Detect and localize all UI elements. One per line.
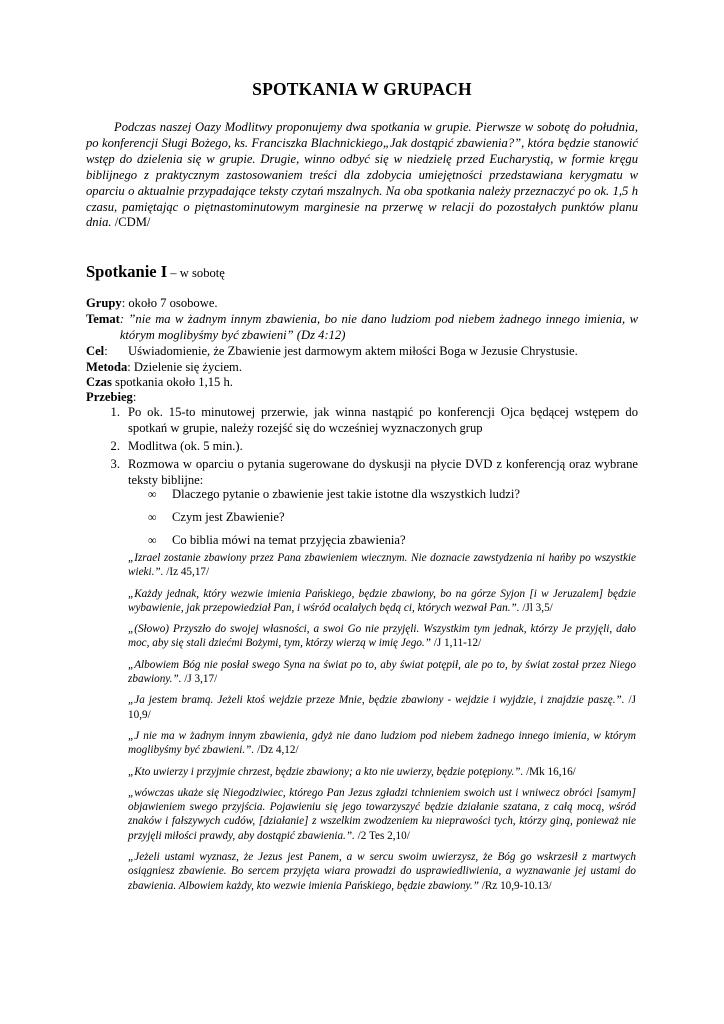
bible-quote bbox=[128, 587, 636, 616]
step-number: 1. bbox=[110, 405, 120, 419]
cel-label-wrap bbox=[86, 344, 128, 360]
quote-text: „Ja jestem bramą. Jeżeli ktoś wejdzie przeze Mnie, będzie zbawiony - wejdzie i wyjdzie, i znajdzie paszę.”. bbox=[128, 694, 625, 707]
przebieg-label: Przebieg bbox=[86, 390, 133, 404]
list-item bbox=[148, 487, 520, 510]
bible-quote bbox=[128, 765, 636, 779]
bible-quote bbox=[128, 622, 636, 651]
quote-text: „Jeżeli ustami wyznasz, że Jezus jest Panem, a w sercu swoim uwierzysz, że Bóg go wskrzesił z martwych osiągniesz zbawienie. Bo sercem przyjęta wiara prowadzi do usprawiedliwienia, a wyznawanie jej ustami do zbawienia. Albowiem każdy, kto wezwie imienia Pańskiego, będzie zbawiony.” bbox=[128, 851, 636, 892]
list-item bbox=[86, 457, 638, 489]
przebieg-colon: : bbox=[132, 390, 137, 404]
step-text: Rozmowa w oparciu o pytania sugerowane do dyskusji na płycie DVD z konferencją oraz wybrane teksty biblijne: bbox=[128, 456, 638, 487]
section-heading-title: Spotkanie I bbox=[86, 262, 168, 281]
steps-list bbox=[86, 405, 638, 489]
section-heading-subtitle: – w sobotę bbox=[167, 266, 225, 280]
list-item bbox=[148, 510, 520, 533]
meta-grupy bbox=[86, 296, 638, 312]
quote-text: „Każdy jednak, który wezwie imienia Pańskiego, będzie zbawiony, bo na górze Syjon [i w Jeruzalem] będzie wybawienie, jak przepowiedział Pan, i wśród ocalałych będą ci, których wezwał Pan.”. bbox=[128, 587, 636, 614]
quote-reference: /Mk 16,16/ bbox=[523, 765, 576, 778]
step-number: 2. bbox=[110, 438, 120, 453]
czas-value: spotkania około 1,15 h. bbox=[111, 375, 233, 389]
bible-quote bbox=[128, 729, 636, 758]
page-title: SPOTKANIA W GRUPACH bbox=[252, 79, 472, 99]
quote-reference: /J 3,17/ bbox=[181, 673, 218, 686]
infinity-bullet-icon: ∞ bbox=[148, 533, 157, 547]
infinity-bullet-icon: ∞ bbox=[148, 487, 157, 501]
cel-colon: : bbox=[104, 344, 108, 358]
infinity-bullet-icon: ∞ bbox=[148, 510, 157, 524]
questions-list bbox=[148, 487, 520, 556]
list-item bbox=[86, 405, 638, 437]
intro-text: Podczas naszej Oazy Modlitwy proponujemy dwa spotkania w grupie. Pierwsze w sobotę do południa, po konferencji Sługi Bożego, ks. Franciszka Blachnickiego„Jak dostąpić zbawienia?”, która będzie stanowić wstęp do dzielenia się w grupie. Drugie, winno odbyć się w niedzielę przed Eucharystią, w formie kręgu biblijnego z praktycznym zastosowaniem treści dla zdobycia umiejętności przedstawiana kerygmatu w oparciu o aktualnie przypadające teksty czytań mszalnych. Na oba spotkania należy przeznaczyć po ok. 1,5 h czasu, pamiętając o piętnastominutowym marginesie na przerwę w relacji do pozostałych punktów planu dnia. bbox=[86, 120, 638, 230]
step-text: Modlitwa (ok. 5 min.). bbox=[128, 438, 243, 453]
czas-label: Czas bbox=[86, 375, 112, 389]
bible-quote bbox=[128, 658, 636, 687]
bible-quote bbox=[128, 786, 636, 843]
grupy-value: : około 7 osobowe. bbox=[121, 296, 218, 310]
quote-reference: /Rz 10,9-10.13/ bbox=[478, 879, 552, 892]
cel-label: Cel bbox=[86, 344, 105, 358]
meta-przebieg bbox=[86, 390, 638, 406]
temat-label: Temat bbox=[86, 312, 120, 326]
bible-quotes bbox=[128, 551, 636, 900]
quote-reference: /Iz 45,17/ bbox=[163, 566, 210, 579]
quote-reference: /2 Tes 2,10/ bbox=[354, 829, 410, 842]
quote-reference: /J 1,11-12/ bbox=[430, 637, 482, 650]
meta-cel bbox=[86, 344, 638, 360]
meta-metoda bbox=[86, 360, 638, 376]
quote-reference: /Dz 4,12/ bbox=[254, 744, 299, 757]
bible-quote bbox=[128, 551, 636, 580]
list-item bbox=[86, 439, 638, 455]
quote-text: „Albowiem Bóg nie posłał swego Syna na świat po to, aby świat potępił, ale po to, by świat został przez Niego zbawiony.”. bbox=[128, 658, 636, 686]
meta-czas bbox=[86, 375, 638, 391]
step-number: 3. bbox=[110, 456, 120, 471]
quote-reference: /Jl 3,5/ bbox=[519, 601, 553, 614]
temat-value: : ”nie ma w żadnym innym zbawienia, bo nie dano ludziom pod niebem żadnego innego imienia, w którym moglibyśmy być zbawieni” (Dz 4:12) bbox=[119, 312, 638, 342]
grupy-label: Grupy bbox=[86, 296, 122, 310]
step-text: Po ok. 15-to minutowej przerwie, jak winna nastąpić po konferencji Ojca będącej wstępem do spotkań w grupie, należy rozejść się do wcześniej wyznaczonych grup bbox=[128, 405, 638, 435]
metoda-value: : Dzielenie się życiem. bbox=[127, 360, 242, 374]
quote-reference: /J 10,9/ bbox=[128, 694, 636, 721]
question-text: Czym jest Zbawienie? bbox=[172, 510, 285, 524]
intro-signature: /CDM/ bbox=[111, 215, 151, 230]
quote-text: „Izrael zostanie zbawiony przez Pana zbawieniem wiecznym. Nie doznacie zawstydzenia ni hańby po wszystkie wieki.”. bbox=[128, 552, 636, 579]
intro-paragraph bbox=[86, 120, 638, 231]
question-text: Co biblia mówi na temat przyjęcia zbawienia? bbox=[172, 533, 406, 547]
bible-quote bbox=[128, 850, 636, 893]
quote-text: „wówczas ukaże się Niegodziwiec, którego Pan Jezus zgładzi tchnieniem swoich ust i wniwecz obróci [samym] objawieniem swego przyjścia. Pojawieniu się jego towarzyszyć będzie działanie szatana, z całą mocą, wśród znaków i fałszywych cudów, [działanie] z wszelkim zwodzeniem ku nieprawości tych, którzy giną, ponieważ nie przyjęli miłości prawdy, aby dostąpić zbawienia.”. bbox=[128, 786, 636, 842]
bible-quote bbox=[128, 693, 636, 722]
quote-text: „(Słowo) Przyszło do swojej własności, a swoi Go nie przyjęli. Wszystkim tym jednak, którzy Je przyjęli, dało moc, aby się stali dziećmi Bożymi, tym, którzy wierzą w imię Jego.” bbox=[128, 623, 636, 650]
cel-value: Uświadomienie, że Zbawienie jest darmowym aktem miłości Boga w Jezusie Chrystusie. bbox=[128, 344, 578, 358]
metoda-label: Metoda bbox=[86, 360, 128, 374]
meta-temat bbox=[86, 312, 638, 344]
quote-text: „J nie ma w żadnym innym zbawienia, gdyż nie dano ludziom pod niebem żadnego innego imienia, w którym moglibyśmy być zbawieni.”. bbox=[128, 729, 636, 757]
question-text: Dlaczego pytanie o zbawienie jest takie istotne dla wszystkich ludzi? bbox=[172, 487, 520, 501]
section-heading bbox=[86, 262, 225, 282]
quote-text: „Kto uwierzy i przyjmie chrzest, będzie zbawiony; a kto nie uwierzy, będzie potępiony.”. bbox=[128, 765, 524, 778]
